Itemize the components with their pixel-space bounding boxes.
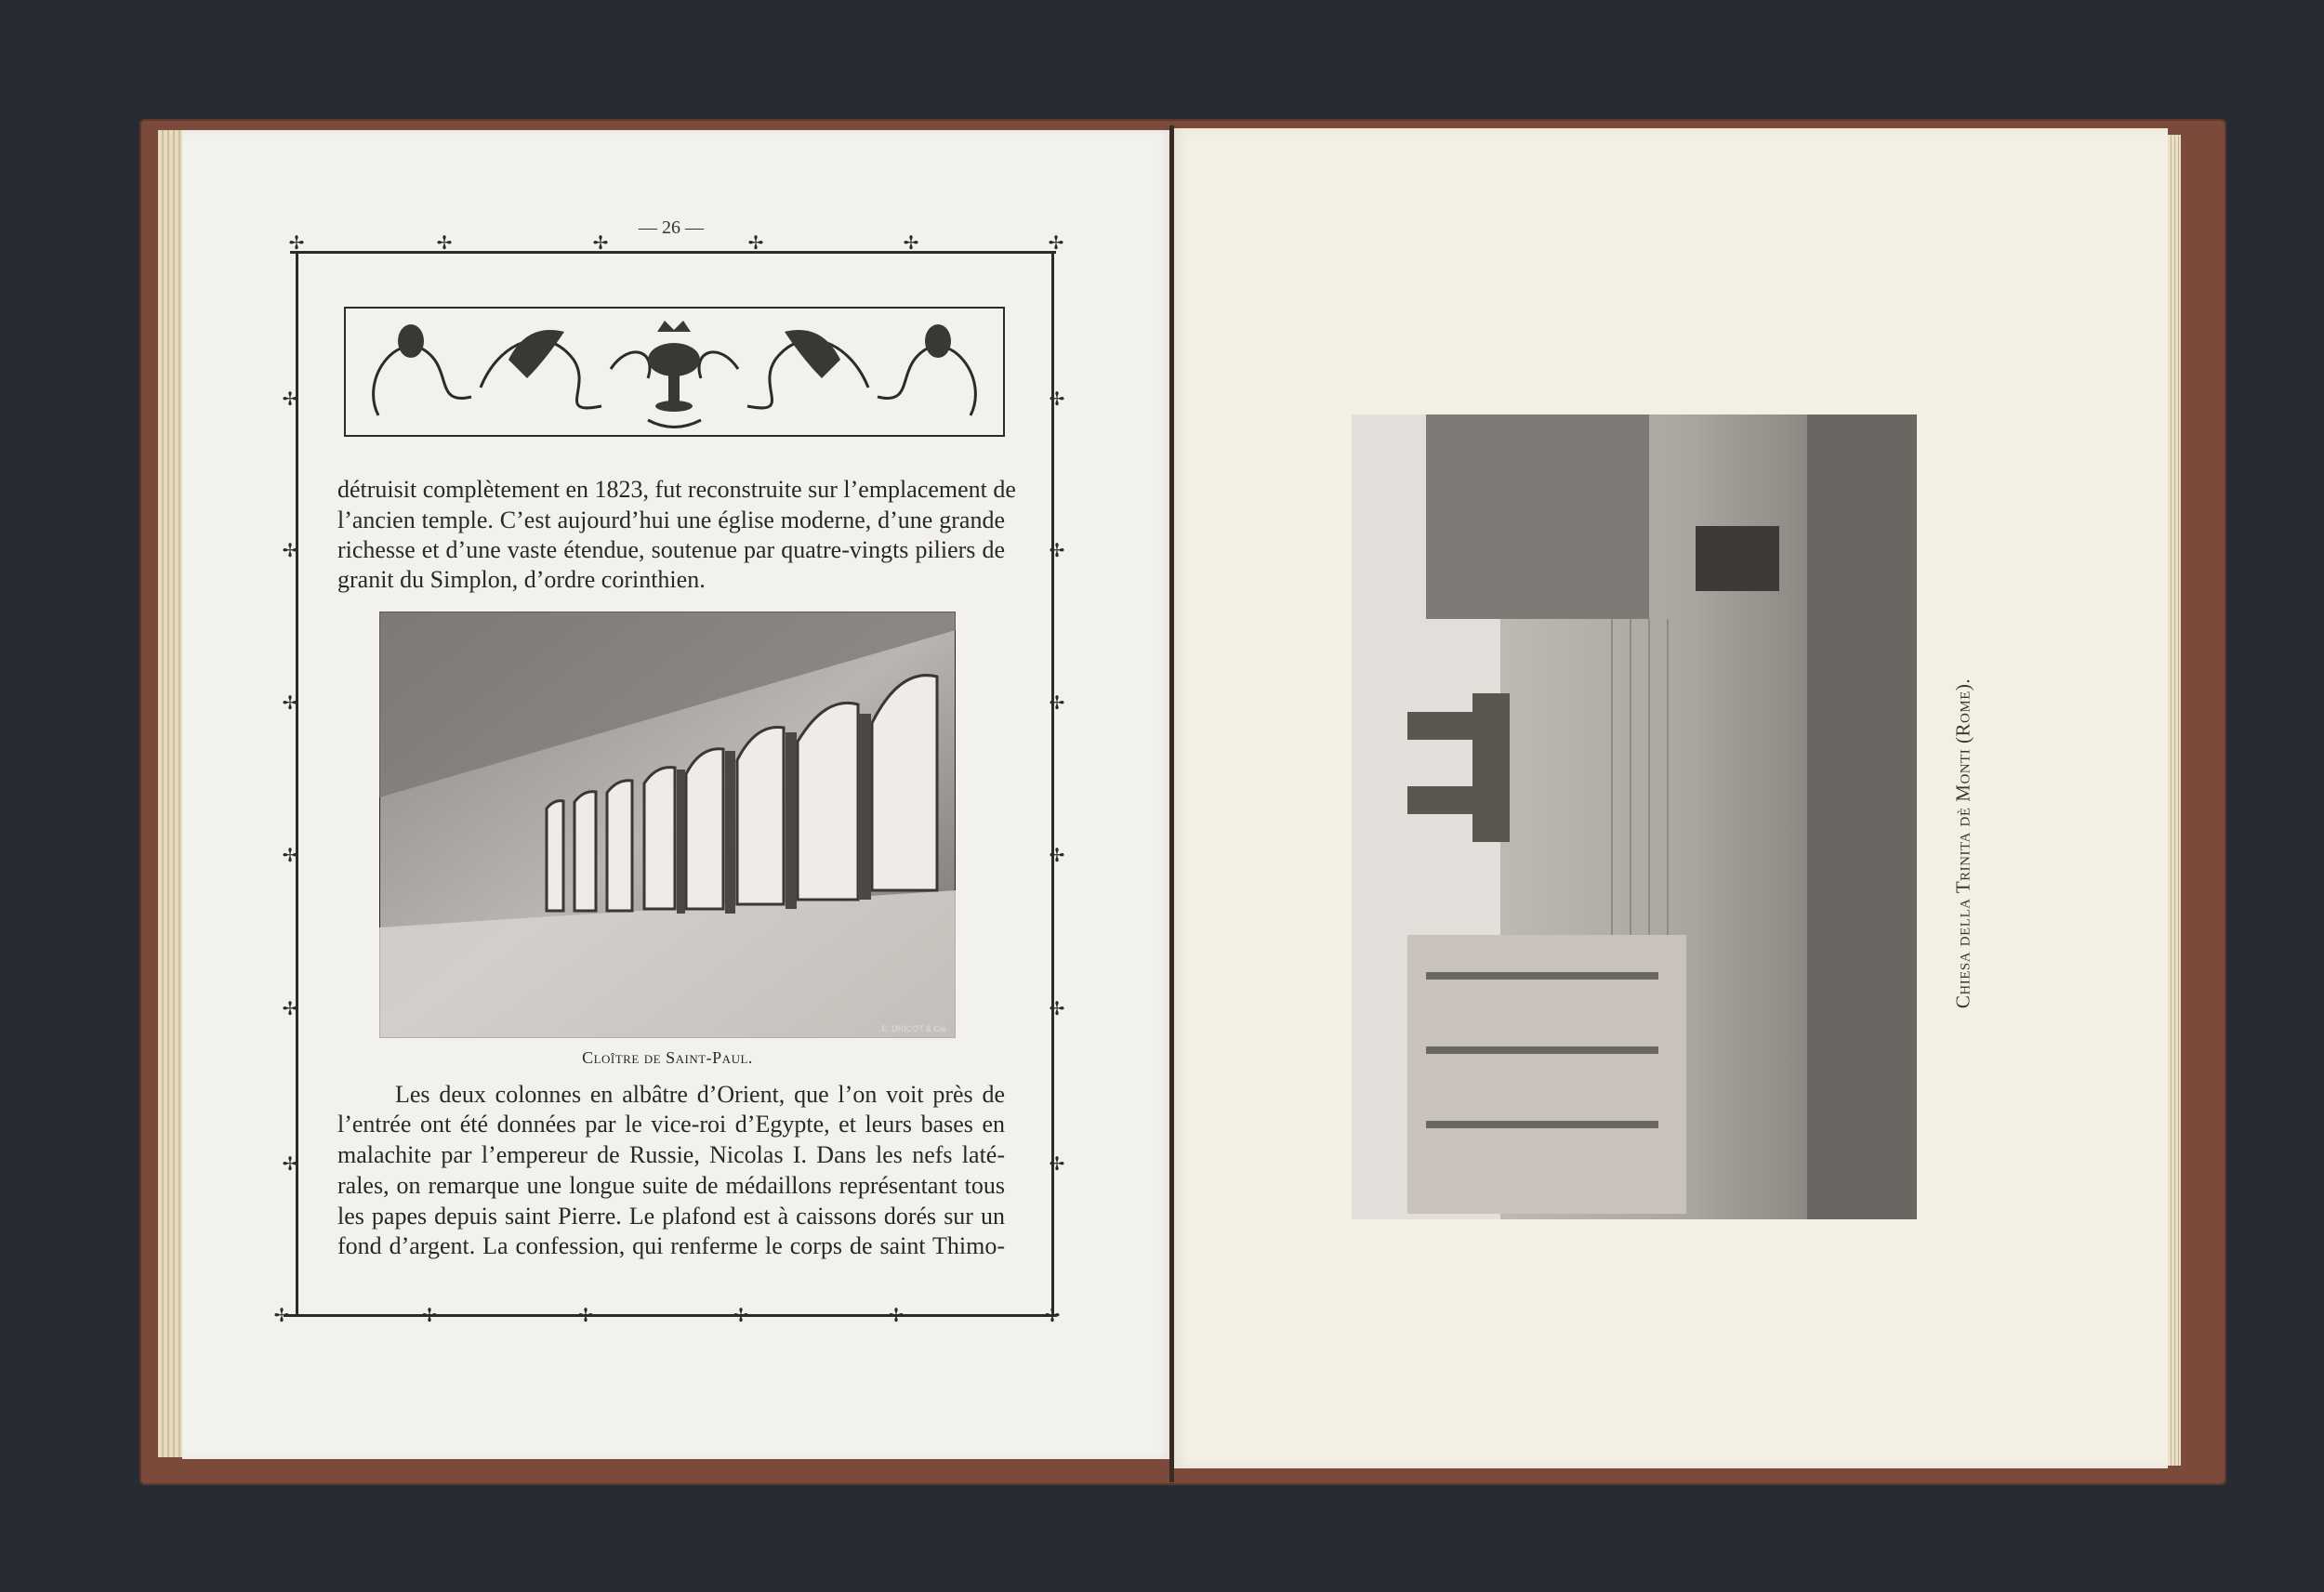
fleuron-icon: ✢ — [1049, 1154, 1065, 1175]
fleuron-icon: ✢ — [592, 233, 609, 254]
text-line: l’entrée ont été données par le vice-roi d’Egypte, et leurs bases en — [337, 1111, 1005, 1138]
fleuron-icon: ✢ — [282, 389, 298, 410]
fleuron-icon: ✢ — [577, 1306, 594, 1326]
text-line: fond d’argent. La confession, qui renferme le corps de saint Thimo- — [337, 1232, 1005, 1259]
fleuron-icon: ✢ — [733, 1306, 749, 1326]
photo-cloister-saint-paul — [379, 612, 956, 1038]
photo-credit: E. DRICOT & Cie — [881, 1024, 946, 1033]
photo-trinita-dei-monti — [1352, 414, 1917, 1219]
page-edges-right — [2168, 135, 2181, 1466]
fleuron-icon: ✢ — [288, 233, 305, 254]
frame-top — [290, 251, 1056, 254]
frame-bottom — [284, 1314, 1057, 1317]
text-line: granit du Simplon, d’ordre corinthien. — [337, 566, 706, 593]
fleuron-icon: ✢ — [436, 233, 453, 254]
fleuron-icon: ✢ — [282, 999, 298, 1020]
text-line: les papes depuis saint Pierre. Le plafond est à caissons dorés sur un — [337, 1203, 1005, 1230]
book-gutter — [1169, 125, 1174, 1482]
text-line: richesse et d’une vaste étendue, soutenue par quatre-vingts piliers de — [337, 536, 1005, 563]
text-line: rales, on remarque une longue suite de médaillons représentant tous — [337, 1172, 1005, 1199]
decorative-header-ornament — [341, 304, 1008, 440]
page-number: — 26 — — [639, 217, 704, 238]
fleuron-icon: ✢ — [1049, 693, 1065, 714]
fleuron-icon: ✢ — [273, 1306, 290, 1326]
fleuron-icon: ✢ — [1049, 846, 1065, 866]
fleuron-icon: ✢ — [282, 541, 298, 561]
fleuron-icon: ✢ — [1049, 541, 1065, 561]
figure-caption: Cloître de Saint-Paul. — [582, 1048, 753, 1067]
text-line: détruisit complètement en 1823, fut reconstruite sur l’emplacement de — [337, 476, 1016, 503]
text-line: malachite par l’empereur de Russie, Nicolas I. Dans les nefs laté- — [337, 1141, 1005, 1168]
plate-caption: Chiesa della Trinita dè Monti (Rome). — [1951, 678, 1974, 1009]
fleuron-icon: ✢ — [888, 1306, 905, 1326]
fleuron-icon: ✢ — [282, 693, 298, 714]
fleuron-icon: ✢ — [282, 846, 298, 866]
text-line: l’ancien temple. C’est aujourd’hui une église moderne, d’une grande — [337, 507, 1005, 533]
fleuron-icon: ✢ — [1049, 389, 1065, 410]
fleuron-icon: ✢ — [421, 1306, 438, 1326]
fleuron-icon: ✢ — [282, 1154, 298, 1175]
fleuron-icon: ✢ — [1049, 999, 1065, 1020]
fleuron-icon: ✢ — [1048, 233, 1064, 254]
fleuron-icon: ✢ — [903, 233, 919, 254]
fleuron-icon: ✢ — [747, 233, 764, 254]
fleuron-icon: ✢ — [1044, 1306, 1061, 1326]
text-line: Les deux colonnes en albâtre d’Orient, que l’on voit près de — [395, 1081, 1005, 1108]
